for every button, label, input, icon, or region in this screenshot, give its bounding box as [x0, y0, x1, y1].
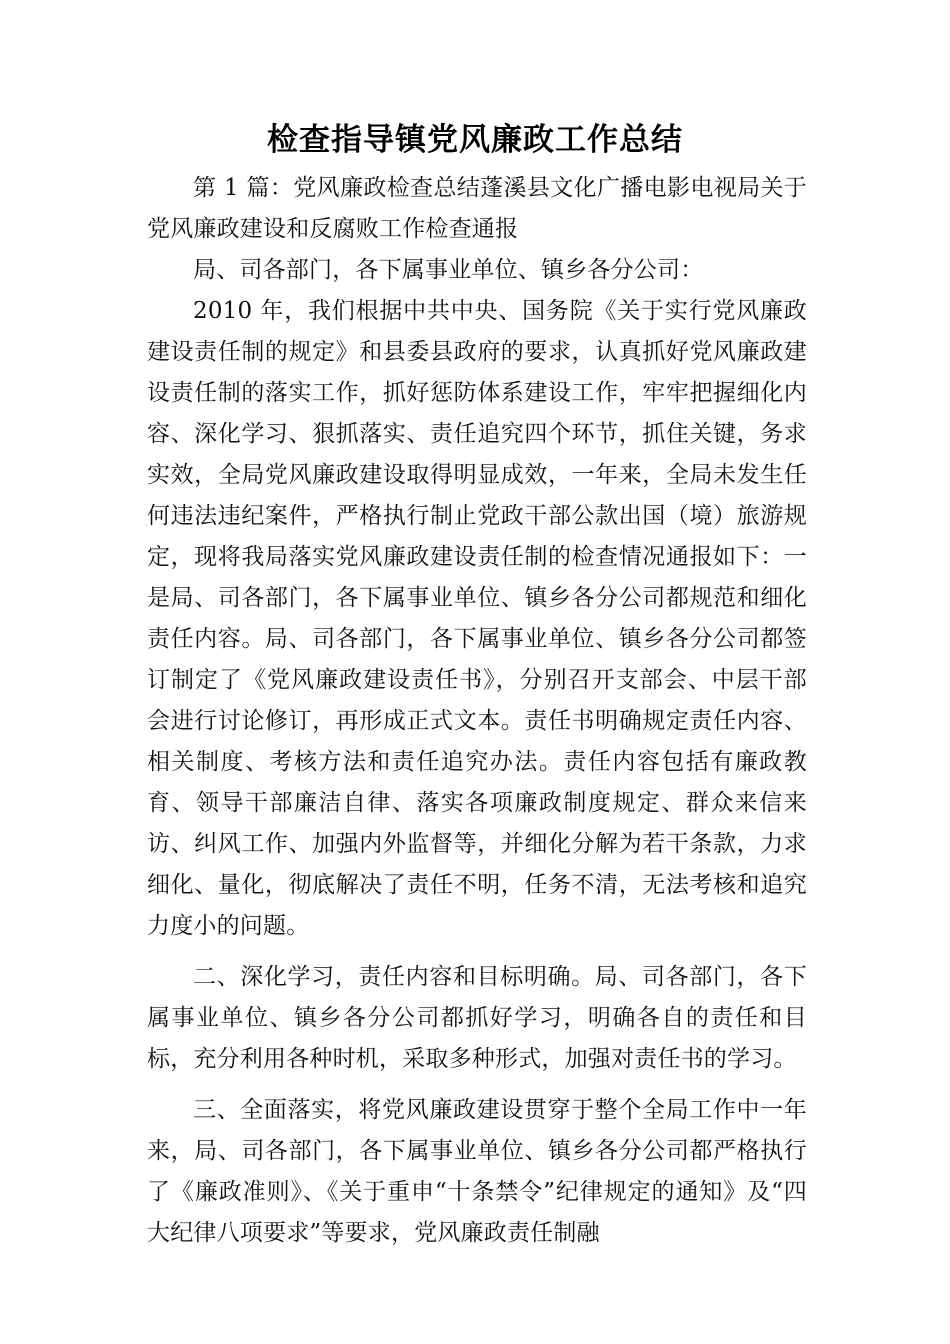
document-title: 检查指导镇党风廉政工作总结 [267, 122, 683, 158]
section-one-paragraph: 2010 年，我们根据中共中央、国务院《关于实行党风廉政建设责任制的规定》和县委县政府的要求，认真抓好党风廉政建设责任制的落实工作，抓好惩防体系建设工作，牢牢把握细化内容、深化学习、狠抓落实、责任追究四个环节，抓住关键，务求实效，全局党风廉政建设取得明显成效，一年来，全局未发生任何违法违纪案件，严格执行制止党政干部公款出国（境）旅游规定，现将我局落实党风廉政建设责任制的检查情况通报如下：一是局、司各部门，各下属事业单位、镇乡各分公司都规范和细化责任内容。局、司各部门，各下属事业单位、镇乡各分公司都签订制定了《党风廉政建设责任书》，分别召开支部会、中层干部会进行讨论修订，再形成正式文本。责任书明确规定责任内容、相关制度、考核方法和责任追究办法。责任内容包括有廉政教育、领导干部廉洁自律、落实各项廉政制度规定、群众来信来访、纠风工作、加强内外监督等，并细化分解为若干条款，力求细化、量化，彻底解决了责任不明，任务不清，无法考核和追究力度小的问题。 [147, 298, 807, 939]
intro-paragraph: 第 1 篇：党风廉政检查总结蓬溪县文化广播电影电视局关于党风廉政建设和反腐败工作检查通报 [147, 175, 807, 242]
section-three-paragraph: 三、全面落实，将党风廉政建设贯穿于整个全局工作中一年来，局、司各部门，各下属事业单位、镇乡各分公司都严格执行了《廉政准则》、《关于重申“十条禁令”纪律规定的通知》及“四大纪律八项要求”等要求，党风廉政责任制融 [147, 1097, 807, 1246]
document-body [147, 168, 807, 1254]
section-two-paragraph: 二、深化学习，责任内容和目标明确。局、司各部门，各下属事业单位、镇乡各分公司都抓好学习，明确各自的责任和目标，充分利用各种时机，采取多种形式，加强对责任书的学习。 [147, 964, 807, 1072]
salutation-paragraph: 局、司各部门，各下属事业单位、镇乡各分公司： [193, 257, 704, 283]
